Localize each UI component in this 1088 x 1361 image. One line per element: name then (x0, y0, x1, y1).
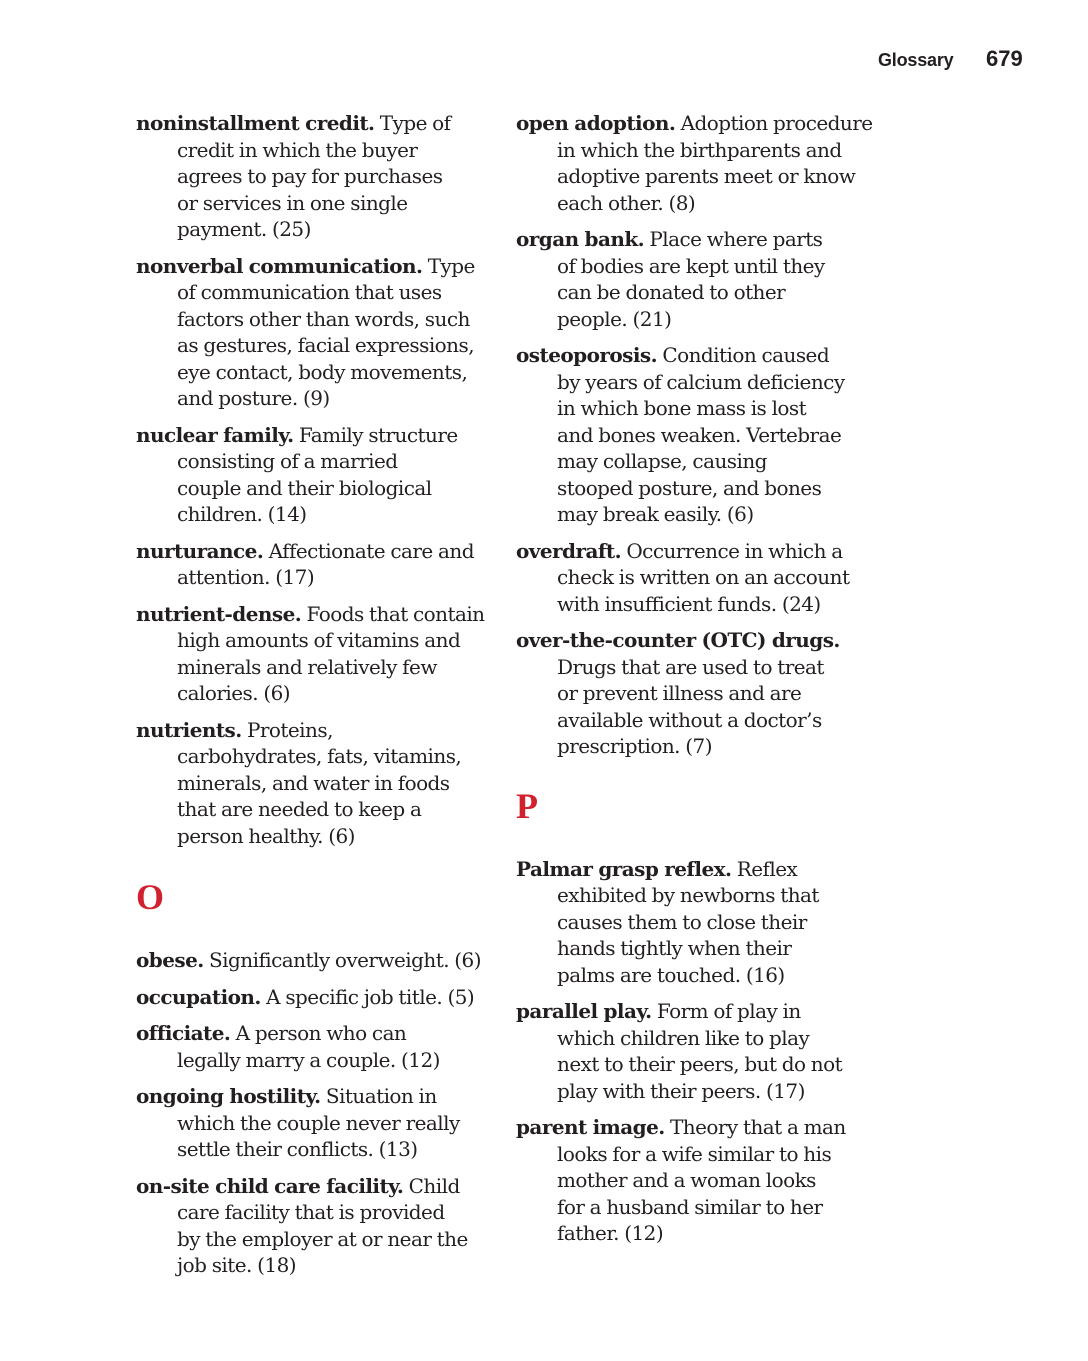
entry-definition-line: and posture. (9) (177, 386, 330, 410)
entry-definition-line: available without a doctor’s (557, 707, 822, 732)
glossary-term: parent image. (516, 1115, 665, 1139)
entry-first-line (516, 627, 876, 654)
entry-first-line (136, 717, 496, 744)
entry-list (516, 110, 876, 760)
entry-definition-line: check is written on an account (557, 565, 850, 589)
entry-definition-line: looks for a wife similar to his (557, 1141, 832, 1166)
entry-first-line (136, 110, 496, 137)
entry-definition-line: of communication that uses (177, 280, 442, 304)
definition-text: Proteins, (241, 717, 333, 742)
section-letter-o: O (136, 877, 164, 917)
glossary-entry (136, 538, 496, 591)
entry-definition-line: as gestures, facial expressions, (177, 333, 475, 357)
entry-definition-line: prescription. (7) (557, 734, 712, 758)
entry-first-line (136, 947, 496, 974)
entry-first-line (516, 538, 876, 565)
entry-definition-line: which the couple never really (177, 1110, 460, 1135)
definition-text: A specific job title. (5) (260, 984, 475, 1009)
glossary-entry (516, 998, 876, 1104)
entry-list (136, 947, 496, 1279)
entry-definition-line: settle their conflicts. (13) (177, 1137, 418, 1161)
entry-list (516, 856, 876, 1247)
entry-definition-line: payment. (25) (177, 217, 311, 241)
glossary-term: nurturance. (136, 538, 264, 563)
entry-definition-line: in which the birthparents and (557, 137, 842, 162)
entry-definition-line: carbohydrates, fats, vitamins, (177, 744, 462, 768)
entry-definition-line: palms are touched. (16) (557, 962, 785, 987)
entry-definition-line: or prevent illness and are (557, 681, 802, 705)
glossary-term: ongoing hostility. (136, 1084, 321, 1108)
entry-definition-line: for a husband similar to her (557, 1194, 823, 1219)
glossary-entry (516, 538, 876, 618)
entry-first-line (136, 601, 496, 628)
entry-first-line (516, 226, 876, 253)
definition-text: Place where parts (644, 227, 823, 251)
definition-text: Family structure (293, 422, 458, 447)
entry-first-line (136, 1173, 496, 1200)
section-letter-p: P (516, 785, 538, 826)
glossary-term: nuclear family. (136, 422, 294, 447)
glossary-term: organ bank. (516, 227, 645, 251)
entry-definition-line: of bodies are kept until they (557, 253, 825, 278)
entry-definition-line: with insufficient funds. (24) (557, 591, 821, 616)
entry-definition-line: couple and their biological (177, 475, 432, 500)
entry-definition-line: high amounts of vitamins and (177, 628, 461, 652)
definition-text: Theory that a man (664, 1115, 846, 1139)
definition-text: Situation in (320, 1084, 437, 1108)
definition-text: Occurrence in which a (621, 538, 843, 563)
entry-first-line (516, 342, 876, 369)
glossary-entry (516, 110, 876, 216)
glossary-entry (516, 627, 876, 760)
glossary-term: over-the-counter (OTC) drugs. (516, 628, 840, 652)
glossary-term: open adoption. (516, 111, 676, 135)
entry-first-line (136, 1020, 496, 1047)
definition-text: Adoption procedure (675, 111, 873, 135)
entry-first-line (136, 253, 496, 280)
glossary-term: nutrient-dense. (136, 601, 302, 626)
entry-definition-line: may break easily. (6) (557, 502, 754, 526)
glossary-entry (136, 984, 496, 1011)
entry-definition-line: can be donated to other (557, 280, 786, 304)
entry-definition-line: in which bone mass is lost (557, 396, 807, 420)
entry-definition-line: that are needed to keep a (177, 797, 422, 821)
entry-first-line (516, 856, 876, 883)
definition-text: Reflex (731, 856, 798, 881)
entry-first-line (136, 538, 496, 565)
glossary-term: osteoporosis. (516, 343, 658, 367)
entry-definition-line: minerals and relatively few (177, 654, 437, 679)
glossary-entry (516, 342, 876, 528)
definition-text: A person who can (230, 1021, 407, 1045)
glossary-entry (136, 253, 496, 412)
entry-definition-line: each other. (8) (557, 190, 696, 215)
entry-definition-line: causes them to close their (557, 909, 807, 934)
glossary-entry (136, 947, 496, 974)
entry-first-line (136, 422, 496, 449)
glossary-term: obese. (136, 948, 204, 972)
entry-definition-line: stooped posture, and bones (557, 475, 822, 500)
entry-definition-line: may collapse, causing (557, 449, 767, 473)
entry-first-line (516, 1114, 876, 1141)
entry-definition-line: calories. (6) (177, 681, 291, 705)
definition-text: Significantly overweight. (6) (203, 948, 481, 972)
entry-first-line (516, 998, 876, 1025)
left-column (136, 110, 496, 1289)
entry-definition-line: and bones weaken. Vertebrae (557, 422, 842, 447)
glossary-term: parallel play. (516, 999, 652, 1023)
entry-definition-line: father. (12) (557, 1221, 664, 1245)
definition-text: Affectionate care and (263, 538, 474, 563)
entry-definition-line: children. (14) (177, 502, 307, 526)
entry-definition-line: by the employer at or near the (177, 1226, 468, 1251)
entry-definition-line: legally marry a couple. (12) (177, 1047, 440, 1072)
entry-definition-line: minerals, and water in foods (177, 770, 450, 795)
glossary-entry (136, 1083, 496, 1163)
definition-text: Form of play in (651, 999, 801, 1023)
entry-definition-line: hands tightly when their (557, 936, 792, 960)
glossary-term: nonverbal communication. (136, 253, 423, 278)
glossary-term: noninstallment credit. (136, 111, 375, 135)
entry-definition-line: Drugs that are used to treat (557, 654, 824, 679)
running-header (0, 46, 1088, 76)
entry-definition-line: care facility that is provided (177, 1200, 445, 1224)
definition-text: Foods that contain (301, 601, 485, 626)
glossary-term: Palmar grasp reflex. (516, 856, 732, 881)
entry-first-line (136, 1083, 496, 1110)
entry-definition-line: by years of calcium deficiency (557, 369, 845, 394)
entry-definition-line: play with their peers. (17) (557, 1078, 805, 1103)
entry-definition-line: person healthy. (6) (177, 823, 355, 848)
glossary-entry (516, 1114, 876, 1247)
entry-list (136, 110, 496, 849)
entry-definition-line: credit in which the buyer (177, 137, 418, 162)
entry-first-line (516, 110, 876, 137)
glossary-entry (136, 717, 496, 850)
entry-definition-line: eye contact, body movements, (177, 359, 468, 384)
glossary-entry (136, 422, 496, 528)
entry-definition-line: consisting of a married (177, 449, 398, 473)
entry-definition-line: people. (21) (557, 306, 672, 331)
section-title: Glossary (878, 50, 954, 70)
entry-definition-line: which children like to play (557, 1025, 810, 1050)
glossary-term: occupation. (136, 984, 261, 1009)
entry-definition-line: attention. (17) (177, 565, 315, 589)
entry-definition-line: mother and a woman looks (557, 1168, 816, 1192)
glossary-entry (516, 856, 876, 989)
glossary-entry (136, 601, 496, 707)
right-column (516, 110, 876, 1257)
definition-text: Condition caused (657, 343, 830, 367)
glossary-entry (136, 1020, 496, 1073)
entry-definition-line: job site. (18) (177, 1253, 297, 1277)
glossary-term: overdraft. (516, 538, 622, 563)
glossary-term: nutrients. (136, 717, 242, 742)
glossary-entry (136, 1173, 496, 1279)
glossary-term: officiate. (136, 1021, 231, 1045)
entry-definition-line: factors other than words, such (177, 306, 470, 331)
glossary-entry (136, 110, 496, 243)
entry-definition-line: or services in one single (177, 190, 408, 215)
glossary-entry (516, 226, 876, 332)
entry-definition-line: agrees to pay for purchases (177, 164, 443, 188)
entry-first-line (136, 984, 496, 1011)
definition-text: Type of (374, 111, 451, 135)
entry-definition-line: next to their peers, but do not (557, 1052, 843, 1076)
glossary-term: on-site child care facility. (136, 1173, 404, 1198)
entry-definition-line: exhibited by newborns that (557, 883, 819, 907)
definition-text: Type (422, 253, 475, 278)
entry-definition-line: adoptive parents meet or know (557, 164, 856, 188)
page-number: 679 (986, 46, 1023, 71)
definition-text: Child (403, 1173, 460, 1198)
